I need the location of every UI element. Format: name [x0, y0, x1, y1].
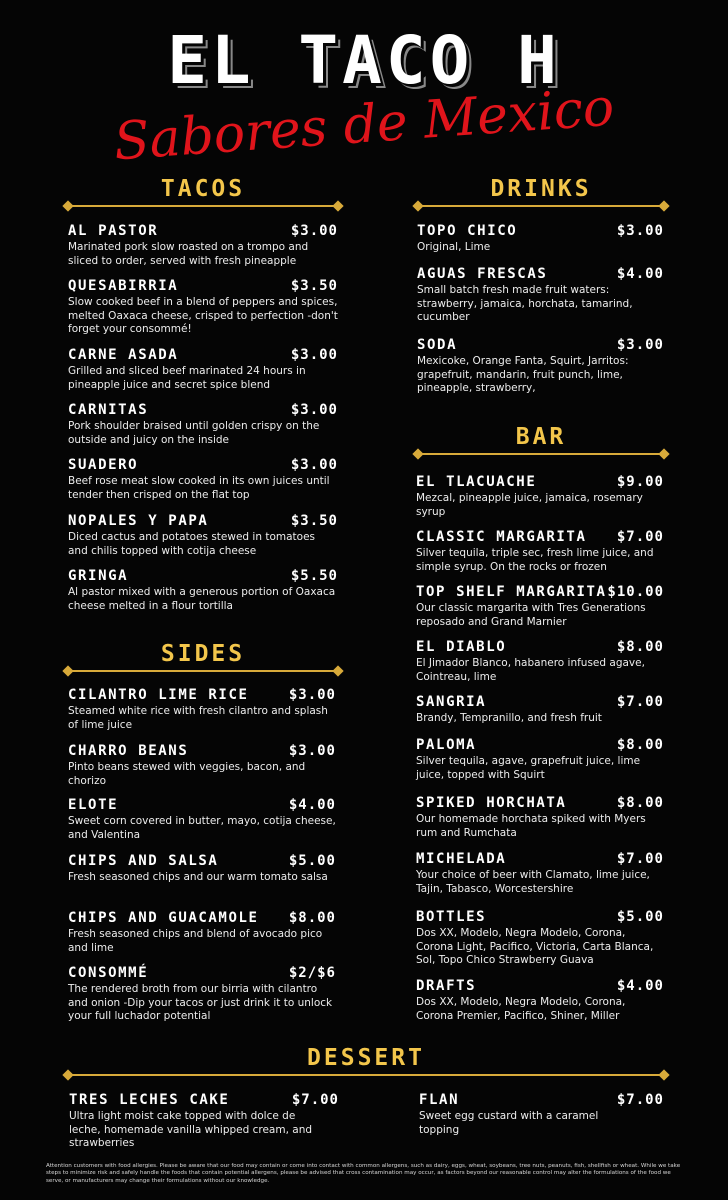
- menu-item-price: $3.00: [616, 337, 664, 353]
- menu-item-header: [68, 401, 338, 419]
- menu-item-header: [417, 265, 664, 283]
- menu-item: [68, 909, 336, 955]
- menu-item: [416, 583, 664, 629]
- menu-item: [68, 852, 336, 885]
- menu-item-price: $7.00: [616, 529, 664, 545]
- menu-item-price: $8.00: [616, 639, 664, 655]
- section-title-tacos: TACOS: [160, 176, 246, 202]
- menu-item-header: [68, 346, 338, 364]
- menu-item-description: Fresh seasoned chips and our warm tomato salsa: [68, 871, 328, 883]
- menu-item-header: [68, 277, 338, 295]
- menu-item-description: Ultra light moist cake topped with dolce de leche, homemade vanilla whipped cream, and strawberries: [69, 1110, 313, 1149]
- menu-item-header: [416, 850, 664, 868]
- menu-item-name: SANGRIA: [416, 694, 487, 710]
- menu-item-price: $3.00: [290, 402, 338, 418]
- divider: [418, 205, 664, 207]
- menu-item: [68, 686, 336, 732]
- menu-item-price: $4.00: [616, 978, 664, 994]
- menu-item: [68, 742, 336, 788]
- menu-item-header: [68, 964, 336, 982]
- menu-item-price: $10.00: [607, 584, 664, 600]
- menu-item-name: QUESABIRRIA: [68, 278, 179, 294]
- menu-item-price: $3.50: [290, 278, 338, 294]
- divider: [68, 1074, 664, 1076]
- section-title-drinks: DRINKS: [490, 176, 592, 202]
- menu-item-description: Pinto beans stewed with veggies, bacon, and chorizo: [68, 761, 306, 787]
- menu-item-description: Pork shoulder braised until golden crispy on the outside and juicy on the inside: [68, 420, 320, 446]
- menu-item: [68, 567, 338, 613]
- menu-item-description: Sweet egg custard with a caramel topping: [419, 1110, 599, 1136]
- menu-item-name: SUADERO: [68, 457, 139, 473]
- menu-item: [68, 456, 338, 502]
- menu-item-name: SPIKED HORCHATA: [416, 795, 567, 811]
- menu-item-price: $4.00: [616, 266, 664, 282]
- menu-item-price: $7.00: [616, 694, 664, 710]
- menu-item-description: El Jimador Blanco, habanero infused agave, Cointreau, lime: [416, 657, 645, 683]
- menu-item-header: [416, 638, 664, 656]
- menu-item-name: ELOTE: [68, 797, 119, 813]
- menu-item-description: Our classic margarita with Tres Generations reposado and Grand Marnier: [416, 602, 646, 628]
- menu-item-price: $3.00: [290, 223, 338, 239]
- menu-item-header: [416, 528, 664, 546]
- menu-item-name: SODA: [417, 337, 458, 353]
- menu-item: [417, 336, 664, 396]
- allergen-disclaimer: Attention customers with food allergies. Please be aware that our food may contain or come into contact with common allergens, such as dairy, eggs, wheat, soybeans, tree nuts, peanuts, fish, shellfish or wheat. While we take steps to minimize risk and safely handle the foods that contain potential allergens, please be advised that cross contamination may occur, as factors beyond our reasonable control may alter the formulations of the food we serve, or manufacturers may change their formulations without our knowledge.: [46, 1163, 681, 1184]
- menu-item-name: PALOMA: [416, 737, 477, 753]
- menu-item-price: $8.00: [288, 910, 336, 926]
- menu-item-description: Marinated pork slow roasted on a trompo and sliced to order, served with fresh pineapple: [68, 241, 309, 267]
- menu-item-price: $5.00: [616, 909, 664, 925]
- menu-item-header: [417, 336, 664, 354]
- menu-item-price: $3.00: [290, 457, 338, 473]
- menu-item-name: AGUAS FRESCAS: [417, 266, 548, 282]
- menu-item-description: Beef rose meat slow cooked in its own juices until tender then crisped on the flat top: [68, 475, 330, 501]
- menu-item: [68, 401, 338, 447]
- menu-item-header: [68, 456, 338, 474]
- menu-item-header: [416, 473, 664, 491]
- menu-item-header: [416, 977, 664, 995]
- menu-item-name: TRES LECHES CAKE: [69, 1092, 230, 1108]
- menu-item-name: CARNE ASADA: [68, 347, 179, 363]
- menu-item: [68, 964, 336, 1024]
- menu-item-price: $4.00: [288, 797, 336, 813]
- menu-item-header: [416, 794, 664, 812]
- menu-item-description: Al pastor mixed with a generous portion of Oaxaca cheese melted in a flour tortilla: [68, 586, 336, 612]
- divider: [68, 670, 338, 672]
- menu-item-description: Our homemade horchata spiked with Myers rum and Rumchata: [416, 813, 646, 839]
- menu-item-header: [68, 686, 336, 704]
- menu-item-price: $8.00: [616, 737, 664, 753]
- menu-item-price: $3.00: [616, 223, 664, 239]
- menu-item-name: CHIPS AND GUACAMOLE: [68, 910, 259, 926]
- menu-item: [417, 265, 664, 325]
- menu-item-price: $3.00: [290, 347, 338, 363]
- menu-item-description: Sweet corn covered in butter, mayo, cotija cheese, and Valentina: [68, 815, 336, 841]
- menu-item-header: [68, 567, 338, 585]
- menu-item-name: GRINGA: [68, 568, 129, 584]
- menu-item: [416, 638, 664, 684]
- menu-item-price: $7.00: [616, 851, 664, 867]
- menu-item: [68, 346, 338, 392]
- menu-item-description: Your choice of beer with Clamato, lime juice, Tajin, Tabasco, Worcestershire: [416, 869, 650, 895]
- menu-item-description: Brandy, Tempranillo, and fresh fruit: [416, 712, 602, 724]
- menu-item-name: NOPALES Y PAPA: [68, 513, 209, 529]
- menu-item-name: CILANTRO LIME RICE: [68, 687, 249, 703]
- menu-item-name: AL PASTOR: [68, 223, 159, 239]
- menu-item-name: EL DIABLO: [416, 639, 507, 655]
- menu-item-price: $9.00: [616, 474, 664, 490]
- menu-item-price: $3.00: [288, 687, 336, 703]
- menu-item: [416, 977, 664, 1023]
- menu-item-header: [416, 908, 664, 926]
- menu-item-price: $3.00: [288, 743, 336, 759]
- menu-item-description: Mezcal, pineapple juice, jamaica, rosemary syrup: [416, 492, 643, 518]
- menu-item-header: [68, 796, 336, 814]
- menu-item-name: EL TLACUACHE: [416, 474, 537, 490]
- menu-item-description: Dos XX, Modelo, Negra Modelo, Corona, Corona Premier, Pacifico, Shiner, Miller: [416, 996, 626, 1022]
- menu-item: [416, 693, 664, 726]
- section-title-sides: SIDES: [160, 641, 246, 667]
- menu-item: [68, 796, 336, 842]
- menu-item: [417, 222, 664, 255]
- menu-item: [416, 850, 664, 896]
- menu-item-header: [68, 852, 336, 870]
- menu-item-header: [417, 222, 664, 240]
- menu-item-header: [419, 1091, 664, 1109]
- menu-item: [419, 1091, 664, 1137]
- logo-wordmark: EL TACO H: [167, 22, 561, 99]
- menu-item-name: CARNITAS: [68, 402, 149, 418]
- menu-item-name: CHIPS AND SALSA: [68, 853, 219, 869]
- menu-item-header: [416, 736, 664, 754]
- menu-item: [68, 222, 338, 268]
- menu-item-price: $3.50: [290, 513, 338, 529]
- menu-item-description: Silver tequila, agave, grapefruit juice, lime juice, topped with Squirt: [416, 755, 641, 781]
- menu-item-header: [68, 512, 338, 530]
- menu-item-header: [416, 583, 664, 601]
- menu-item-name: FLAN: [419, 1092, 460, 1108]
- menu-item: [69, 1091, 339, 1151]
- menu-item-description: Grilled and sliced beef marinated 24 hours in pineapple juice and secret spice blend: [68, 365, 306, 391]
- section-title-dessert: DESSERT: [307, 1045, 425, 1071]
- menu-item-description: Fresh seasoned chips and blend of avocado pico and lime: [68, 928, 323, 954]
- menu-item-description: Original, Lime: [417, 241, 491, 253]
- divider: [418, 453, 664, 455]
- menu-item-price: $5.50: [290, 568, 338, 584]
- menu-item-description: Small batch fresh made fruit waters: strawberry, jamaica, horchata, tamarind, cucumber: [417, 284, 633, 323]
- section-title-bar: BAR: [515, 424, 567, 450]
- menu-item-description: Diced cactus and potatoes stewed in tomatoes and chilis topped with cotija cheese: [68, 531, 316, 557]
- menu-item: [416, 528, 664, 574]
- menu-item-header: [68, 909, 336, 927]
- menu-item: [416, 473, 664, 519]
- menu-item-description: The rendered broth from our birria with cilantro and onion -Dip your tacos or just drink it to unlock your full luchador potential: [68, 983, 333, 1022]
- menu-item-description: Mexicoke, Orange Fanta, Squirt, Jarritos: grapefruit, mandarin, fruit punch, lime, pineapple, strawberry,: [417, 355, 629, 394]
- menu-item-header: [68, 222, 338, 240]
- menu-item-description: Dos XX, Modelo, Negra Modelo, Corona, Corona Light, Pacifico, Victoria, Carta Blanca, Sol, Topo Chico Strawberry Guava: [416, 927, 654, 966]
- menu-item-name: CHARRO BEANS: [68, 743, 189, 759]
- menu-item: [68, 512, 338, 558]
- divider: [68, 205, 338, 207]
- menu-item-price: $8.00: [616, 795, 664, 811]
- menu-item-price: $7.00: [291, 1092, 339, 1108]
- menu-item-price: $2/$6: [288, 965, 336, 981]
- menu-item: [68, 277, 338, 337]
- menu-item-price: $5.00: [288, 853, 336, 869]
- menu-item-name: MICHELADA: [416, 851, 507, 867]
- menu-item-name: CONSOMMÉ: [68, 965, 149, 981]
- menu-item-header: [416, 693, 664, 711]
- restaurant-logo: [0, 18, 728, 173]
- menu-item-price: $7.00: [616, 1092, 664, 1108]
- menu-item-description: Silver tequila, triple sec, fresh lime juice, and simple syrup. On the rocks or frozen: [416, 547, 654, 573]
- menu-item-name: BOTTLES: [416, 909, 487, 925]
- menu-item-description: Slow cooked beef in a blend of peppers and spices, melted Oaxaca cheese, crisped to perfection -don't forget your consommé!: [68, 296, 338, 335]
- menu-item: [416, 736, 664, 782]
- menu-item-name: TOPO CHICO: [417, 223, 518, 239]
- menu-item-header: [69, 1091, 339, 1109]
- menu-item: [416, 908, 664, 968]
- menu-item-header: [68, 742, 336, 760]
- menu-item: [416, 794, 664, 840]
- menu-item-name: TOP SHELF MARGARITA: [416, 584, 607, 600]
- menu-item-name: DRAFTS: [416, 978, 477, 994]
- menu-item-name: CLASSIC MARGARITA: [416, 529, 587, 545]
- logo-tagline: Sabores de Mexico: [111, 77, 617, 173]
- menu-item-description: Steamed white rice with fresh cilantro and splash of lime juice: [68, 705, 328, 731]
